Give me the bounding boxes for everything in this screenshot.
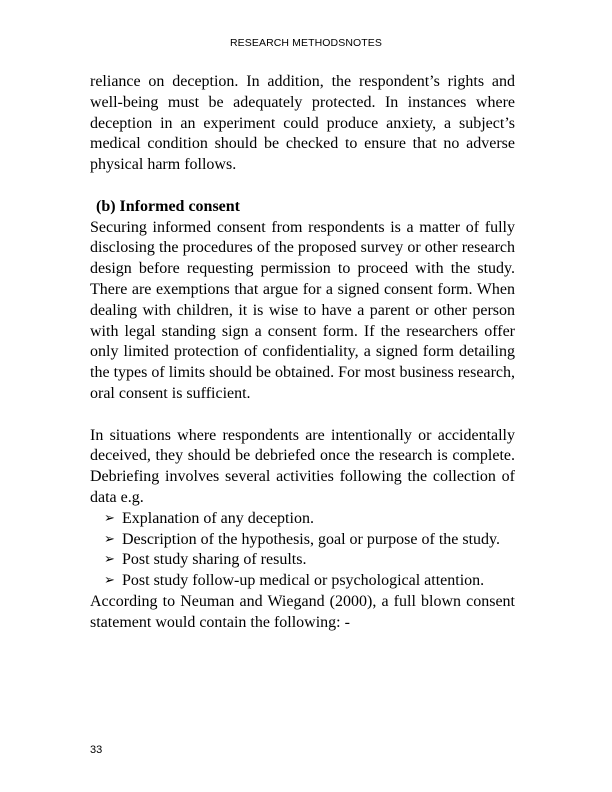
list-item (104, 530, 515, 551)
list-item-text: Post study follow-up medical or psychological attention. (122, 572, 485, 590)
list-item (104, 509, 515, 530)
paragraph-debriefing: In situations where respondents are intentionally or accidentally deceived, they should be debriefed once the research is complete. Debriefing involves several activities following the collection of data e.g. (90, 426, 515, 506)
list-item (104, 550, 515, 571)
list-item-text: Description of the hypothesis, goal or purpose of the study. (122, 530, 501, 548)
paragraph-consent-statement: According to Neuman and Wiegand (2000), a full blown consent statement would contain the following: - (90, 592, 515, 631)
arrow-bullet-icon: ➢ (104, 573, 115, 589)
paragraph-informed-consent: Securing informed consent from respondents is a matter of fully disclosing the procedures of the proposed survey or other research design before requesting permission to proceed with the study. There are exemptions that argue for a signed consent form. When dealing with children, it is wise to have a parent or other person with legal standing sign a consent form. If the researchers offer only limited protection of confidentiality, a signed form detailing the types of limits should be obtained. For most business research, oral consent is sufficient. (90, 218, 515, 402)
list-item-text: Explanation of any deception. (122, 509, 314, 527)
page-number: 33 (90, 744, 103, 756)
paragraph-deception: reliance on deception. In addition, the respondent’s rights and well-being must be adequately protected. In instances where deception in an experiment could produce anxiety, a subject’s medical condition should be checked to ensure that no adverse physical harm follows. (90, 73, 515, 174)
paragraph-spacer (90, 405, 515, 426)
arrow-bullet-icon: ➢ (104, 531, 115, 547)
section-heading-informed-consent: (b) Informed consent (96, 197, 240, 215)
list-item (104, 571, 515, 592)
debriefing-activities-list (90, 509, 515, 592)
arrow-bullet-icon: ➢ (104, 552, 115, 568)
list-item-text: Post study sharing of results. (122, 551, 307, 569)
arrow-bullet-icon: ➢ (104, 510, 115, 526)
page-body (90, 72, 515, 634)
running-header: RESEARCH METHODSNOTES (229, 37, 383, 49)
paragraph-spacer (90, 176, 515, 197)
